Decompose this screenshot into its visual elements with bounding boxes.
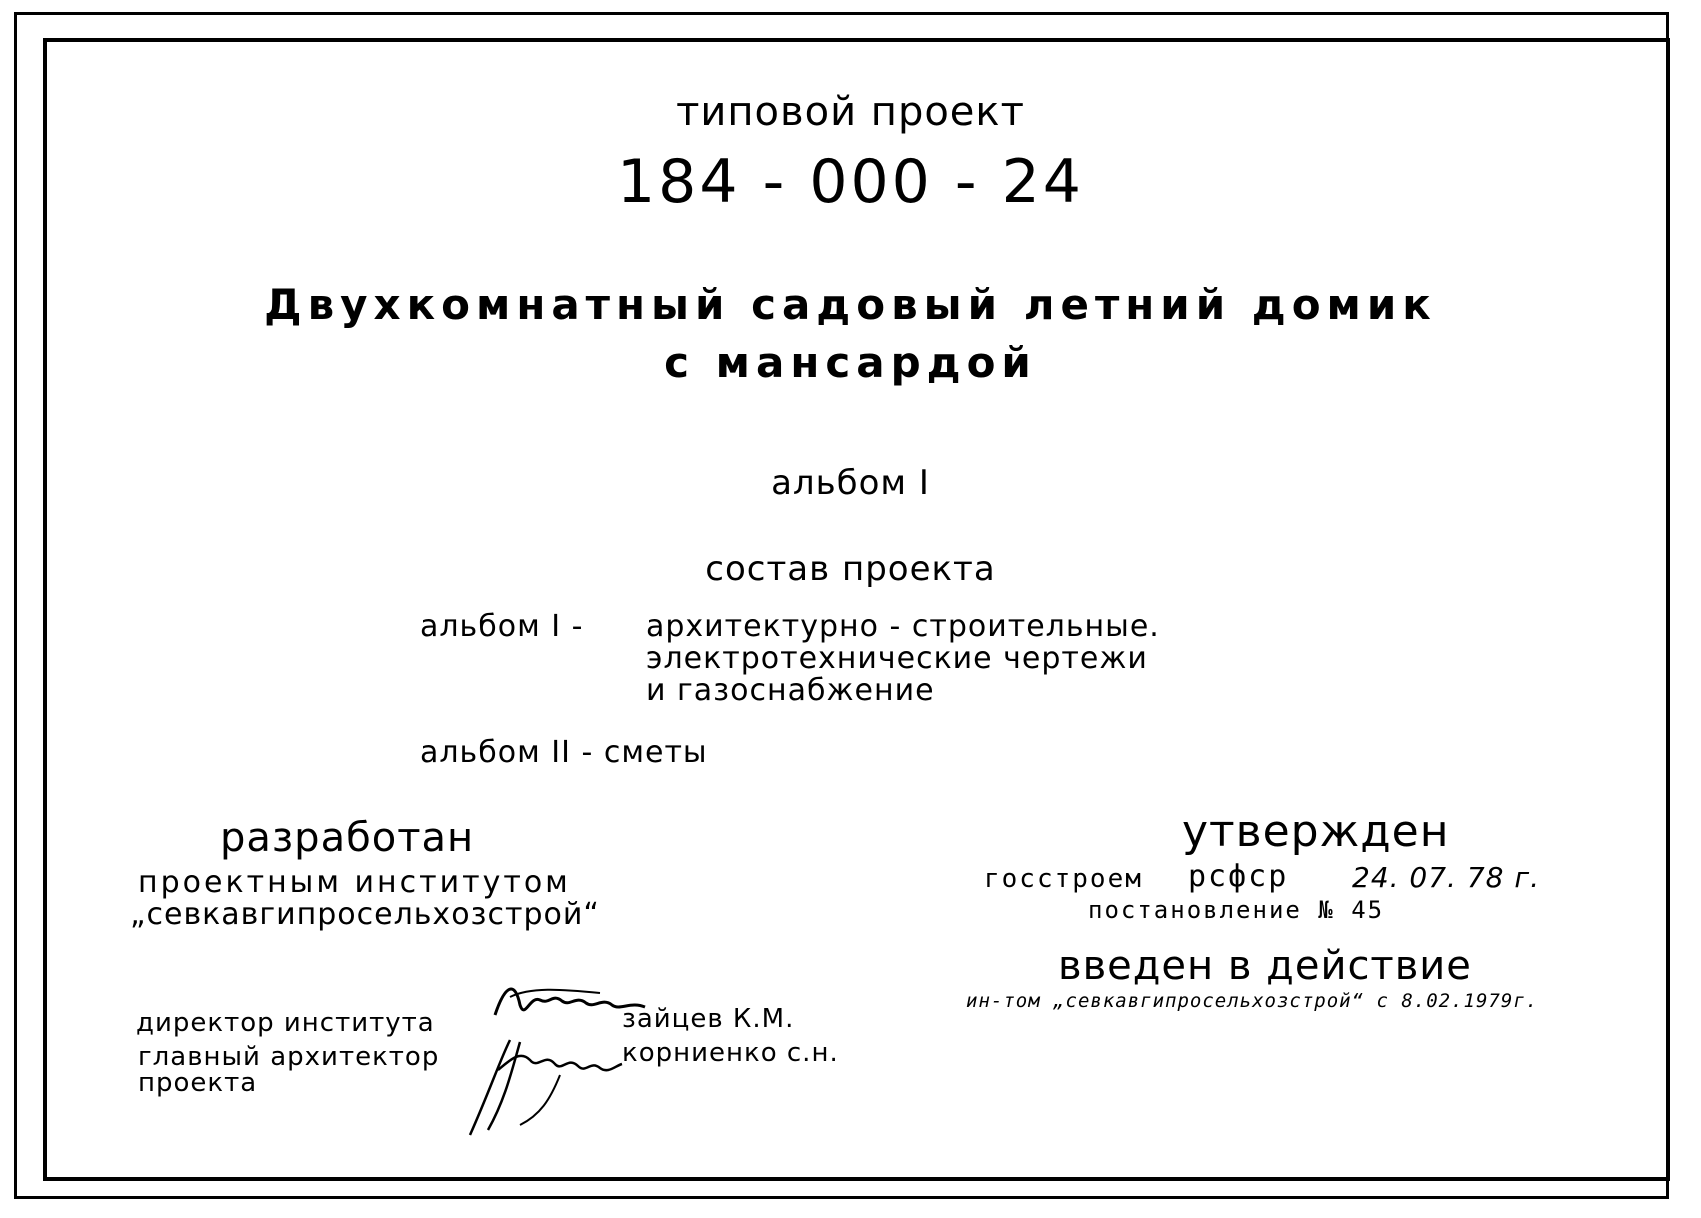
approved-org: госстроем <box>984 864 1143 894</box>
project-type: типовой проект <box>676 89 1025 135</box>
enacted-line: ин-том „севкавгипросельхозстрой“ с 8.02.1979г. <box>966 990 1539 1012</box>
album1-line-1: архитектурно - строительные. <box>646 609 1160 644</box>
architect-role-2: проекта <box>138 1068 258 1098</box>
approved-date: 24. 07. 78 г. <box>1352 861 1540 894</box>
director-role: директор института <box>136 1008 435 1038</box>
architect-name: корниенко с.н. <box>622 1038 839 1068</box>
title-line-2: с мансардой <box>664 338 1037 387</box>
project-number: 184 - 000 - 24 <box>617 147 1084 217</box>
director-signature <box>490 975 650 1035</box>
composition-heading: состав проекта <box>705 549 996 589</box>
album1-line-3: и газоснабжение <box>646 673 935 708</box>
developed-line-2: „севкавгипросельхозстрой“ <box>130 897 600 932</box>
approved-decree: постановление № 45 <box>1088 896 1385 924</box>
album1-label: альбом I - <box>420 609 584 644</box>
architect-signature <box>450 1030 630 1140</box>
approved-heading: утвержден <box>1182 806 1450 857</box>
director-name: зайцев К.М. <box>622 1004 795 1034</box>
album-label: альбом I <box>771 463 930 503</box>
developed-line-1: проектным институтом <box>138 865 571 900</box>
architect-role-1: главный архитектор <box>138 1042 440 1072</box>
album1-line-2: электротехнические чертежи <box>646 641 1148 676</box>
album2-line: альбом II - сметы <box>420 735 708 770</box>
developed-heading: разработан <box>220 815 475 861</box>
enacted-heading: введен в действие <box>1058 943 1472 989</box>
approved-org-2: рсфср <box>1188 859 1289 894</box>
title-line-1: Двухкомнатный садовый летний домик <box>264 280 1437 329</box>
